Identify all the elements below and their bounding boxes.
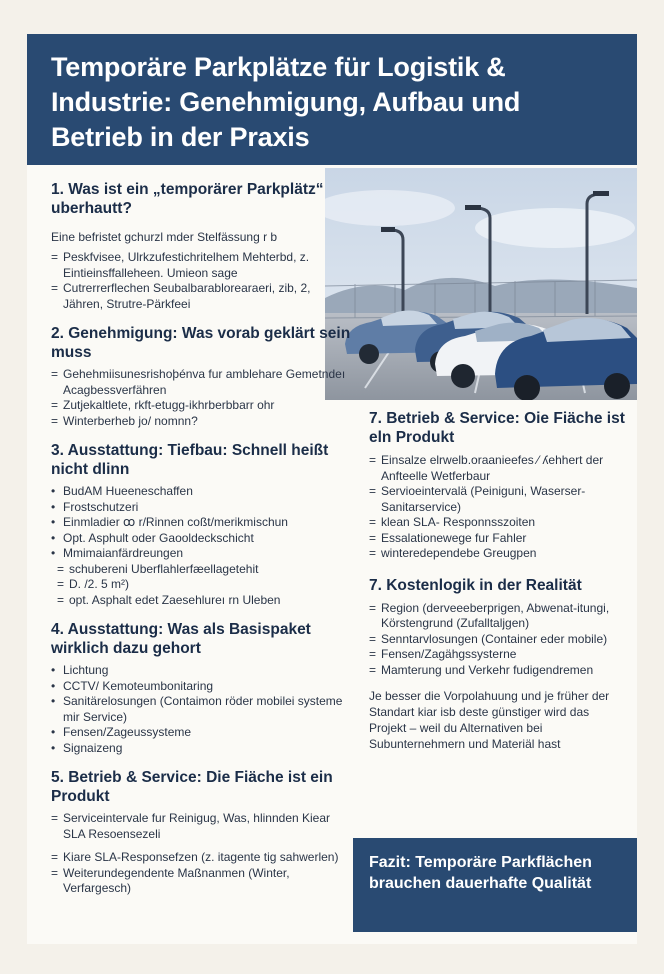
list-item: = Gehehmiisunesrishoþénva fur amblehare Gemetndeı Acagbessverfähren — [51, 367, 351, 398]
list-item: • Mmimaianfärdreungen — [51, 546, 351, 562]
list-item: = klean SLA- Responnsszoiten — [369, 515, 627, 531]
list-item: = Cutrerrerflechen Seubalbarablorearaeri, zib, 2, Jähren, Strutre-Pärkfeei — [51, 281, 351, 312]
list-item: • BudAM Hueeneschaffen — [51, 484, 351, 500]
left-column — [51, 180, 351, 909]
section-heading: 4. Ausstattung: Was als Basispaket wirklich dazu gehort — [51, 621, 311, 657]
section-heading: 1. Was ist ein „temporärer Parkplätz“ uberhautt? — [51, 181, 324, 217]
list-item: • Signaizeng — [51, 741, 351, 757]
list-item: • Einmladier ꝏ r/Rinnen coßt/merikmischun — [51, 515, 351, 531]
section-list — [51, 811, 351, 897]
list-item: • Fensen/Zageussysteme — [51, 725, 351, 741]
list-item: • Opt. Asphult oder Gaooldeckschicht — [51, 531, 351, 547]
fazit-text: Fazit: Temporäre Parkflächen brauchen dauerhafte Qualität — [369, 854, 592, 892]
section-3 — [51, 441, 351, 608]
section-list — [51, 663, 351, 756]
list-item: = Weiterundegendente Maßnanmen (Winter, Verfargesch) — [51, 866, 351, 897]
section-heading: 7. Betrieb & Service: Oie Fiäche ist eln Produkt — [369, 410, 625, 446]
section-heading: 5. Betrieb & Service: Die Fiäche ist ein Produkt — [51, 769, 333, 805]
list-item: = opt. Asphalt edet Zaesehlureı rn Uleben — [57, 593, 351, 609]
list-item: = Fensen/Zagähgssysterne — [369, 647, 627, 663]
list-item: = schubereni Uberflahlerfæellagetehit — [57, 562, 351, 578]
list-item: • Lichtung — [51, 663, 351, 679]
list-item: = D. /2. 5 m²) — [57, 577, 351, 593]
list-item: • Sanitärelosungen (Contaimon röder mobilei systeme mir Service) — [51, 694, 351, 725]
section-list — [51, 250, 351, 312]
list-item: = Kiare SLA-Responsefzen (z. itagente tig sahwerlen) — [51, 850, 351, 866]
section-2 — [51, 324, 351, 429]
section-heading: 3. Ausstattung: Tiefbau: Schnell heißt nicht dlinn — [51, 442, 329, 478]
section-list — [369, 453, 627, 562]
list-item: = Peskfvisee, Ulrkzufestichritelhem Mehterbd, z. Eintieinsffalleheen. Umieon sage — [51, 250, 351, 281]
list-item: • CCTV/ Kemoteumbonitaring — [51, 679, 351, 695]
section-heading: 2. Genehmigung: Was vorab geklärt sein muss — [51, 325, 351, 361]
right-column — [369, 409, 627, 764]
section-intro: Eine befristet gchurzl mder Stelfässung r b — [51, 230, 278, 244]
header-banner — [27, 34, 637, 165]
list-item: = Region (derveeeberprigen, Abwenat-itungi, Körstengrund (Zufalltaljgen) — [369, 601, 627, 632]
section-4 — [51, 620, 351, 756]
list-item: = Senntarvlosungen (Container eder mobile) — [369, 632, 627, 648]
list-item: = Einsalze elrwelb.oraanieefes ⁄ ʎehhert der Anfteelle Wetferbaur — [369, 453, 627, 484]
section-1 — [51, 180, 351, 312]
section-7-service — [369, 409, 627, 562]
list-item: = Mamterung und Verkehr fudigendremen — [369, 663, 627, 679]
list-item: = Servioeintervalä (Peiniguni, Waserser-Sanitarservice) — [369, 484, 627, 515]
list-item: = winteredependebe Greugpen — [369, 546, 627, 562]
summary-paragraph: Je besser die Vorpolahuung und je früher der Standart kiar isb deste günstiger wird das Projekt – weil du Alternativen bei Subunternehmern und Materiäl hast — [369, 689, 610, 751]
infographic-page — [27, 34, 637, 944]
list-item: = Serviceintervale fur Reinigug, Was, hlinnden Kiear SLA Resoensezeli — [51, 811, 351, 842]
parking-lot-illustration — [325, 168, 637, 400]
section-list — [51, 484, 351, 562]
section-7-costs — [369, 576, 627, 753]
fazit-box — [353, 838, 637, 932]
list-item: = Zutjekaltlete, rkft-etugg-ikhrberbbarr ohr — [51, 398, 351, 414]
list-item: = Essalationewege fur Fahler — [369, 531, 627, 547]
list-item: • Frostschutzeri — [51, 500, 351, 516]
parking-lot-photo — [325, 168, 637, 400]
section-list — [51, 367, 351, 429]
section-5 — [51, 768, 351, 897]
page-title: Temporäre Parkplätze für Logistik & Industrie: Genehmigung, Aufbau und Betrieb in der Praxis — [51, 52, 521, 152]
section-list — [369, 601, 627, 679]
list-item: = Winterberheb jo/ nomnn? — [51, 414, 351, 430]
section-heading: 7. Kostenlogik in der Realität — [369, 576, 582, 594]
section-sublist — [51, 562, 351, 609]
